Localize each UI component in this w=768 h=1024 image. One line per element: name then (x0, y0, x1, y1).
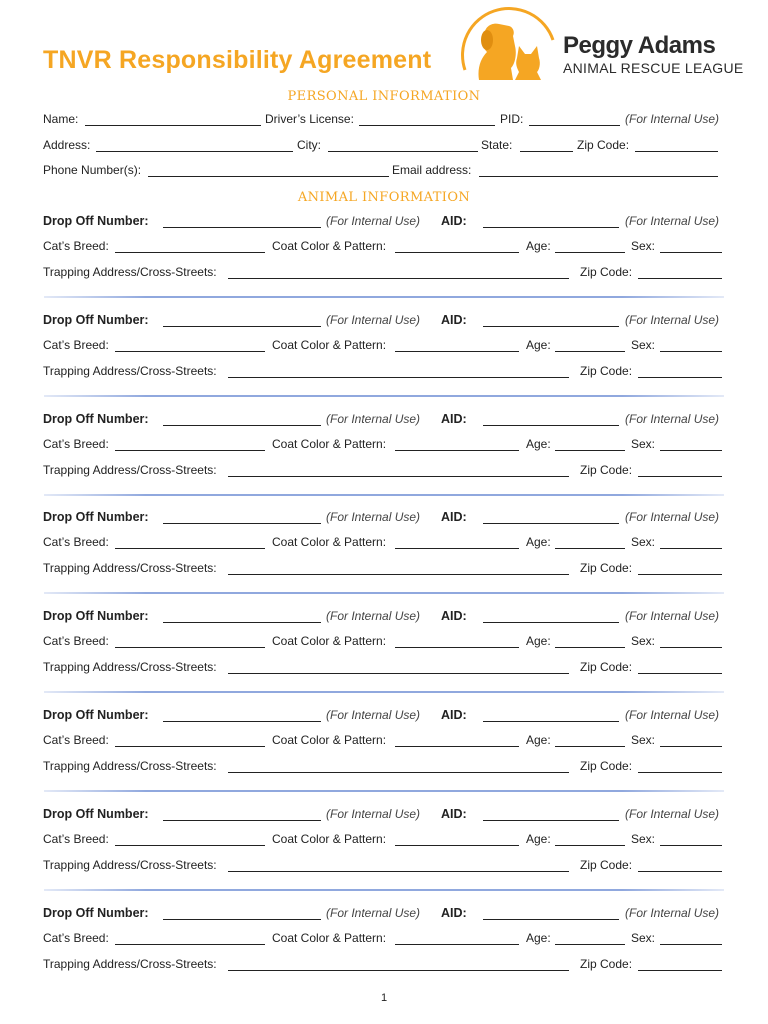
animal-zip-label: Zip Code: (580, 759, 633, 773)
drop-off-internal-note: (For Internal Use) (326, 807, 421, 821)
age-field[interactable] (555, 548, 625, 549)
block-divider (44, 790, 724, 792)
drop-off-field[interactable] (163, 919, 321, 920)
animal-row-trapping (43, 759, 725, 775)
age-label: Age: (526, 931, 551, 945)
email-field[interactable] (479, 176, 718, 177)
trapping-label: Trapping Address/Cross-Streets: (43, 364, 217, 378)
aid-field[interactable] (483, 820, 619, 821)
state-field[interactable] (520, 151, 573, 152)
animal-row-trapping (43, 957, 725, 973)
animal-row-trapping (43, 463, 725, 479)
drop-off-internal-note: (For Internal Use) (326, 510, 421, 524)
breed-label: Cat’s Breed: (43, 239, 109, 253)
drop-off-field[interactable] (163, 425, 321, 426)
breed-label: Cat’s Breed: (43, 634, 109, 648)
zip-label: Zip Code: (577, 138, 630, 152)
drop-off-internal-note: (For Internal Use) (326, 609, 421, 623)
city-label: City: (297, 138, 321, 152)
breed-field[interactable] (115, 351, 265, 352)
aid-field[interactable] (483, 721, 619, 722)
trapping-field[interactable] (228, 476, 569, 477)
drop-off-field[interactable] (163, 227, 321, 228)
coat-field[interactable] (395, 450, 519, 451)
animal-zip-label: Zip Code: (580, 561, 633, 575)
trapping-field[interactable] (228, 970, 569, 971)
city-field[interactable] (328, 151, 478, 152)
section-animal-heading: ANIMAL INFORMATION (297, 190, 471, 205)
animal-zip-label: Zip Code: (580, 660, 633, 674)
age-field[interactable] (555, 647, 625, 648)
breed-label: Cat’s Breed: (43, 733, 109, 747)
coat-field[interactable] (395, 351, 519, 352)
personal-row-3 (43, 163, 725, 179)
breed-field[interactable] (115, 647, 265, 648)
animal-zip-label: Zip Code: (580, 364, 633, 378)
sex-label: Sex: (631, 733, 656, 747)
address-field[interactable] (96, 151, 293, 152)
aid-internal-note: (For Internal Use) (625, 807, 720, 821)
coat-label: Coat Color & Pattern: (272, 437, 387, 451)
state-label: State: (481, 138, 513, 152)
drop-off-label: Drop Off Number: (43, 807, 149, 821)
trapping-label: Trapping Address/Cross-Streets: (43, 858, 217, 872)
drop-off-field[interactable] (163, 721, 321, 722)
sex-field[interactable] (660, 252, 722, 253)
coat-field[interactable] (395, 944, 519, 945)
cat-icon (515, 46, 541, 80)
animal-row-trapping (43, 265, 725, 281)
coat-label: Coat Color & Pattern: (272, 832, 387, 846)
breed-label: Cat’s Breed: (43, 931, 109, 945)
age-label: Age: (526, 437, 551, 451)
aid-internal-note: (For Internal Use) (625, 214, 720, 228)
trapping-label: Trapping Address/Cross-Streets: (43, 660, 217, 674)
age-label: Age: (526, 832, 551, 846)
coat-field[interactable] (395, 746, 519, 747)
coat-label: Coat Color & Pattern: (272, 634, 387, 648)
animal-row-trapping (43, 858, 725, 874)
sex-field[interactable] (660, 647, 722, 648)
drop-off-label: Drop Off Number: (43, 412, 149, 426)
drop-off-label: Drop Off Number: (43, 708, 149, 722)
animal-zip-label: Zip Code: (580, 957, 633, 971)
page-title: TNVR Responsibility Agreement (43, 46, 432, 74)
animal-row-breed (43, 239, 725, 255)
breed-field[interactable] (115, 548, 265, 549)
animal-row-trapping (43, 561, 725, 577)
trapping-field[interactable] (228, 278, 569, 279)
animal-zip-field[interactable] (638, 377, 722, 378)
age-field[interactable] (555, 252, 625, 253)
aid-label: AID: (441, 708, 467, 722)
breed-field[interactable] (115, 746, 265, 747)
sex-label: Sex: (631, 437, 656, 451)
dog-icon (478, 24, 515, 80)
drop-off-field[interactable] (163, 820, 321, 821)
coat-label: Coat Color & Pattern: (272, 733, 387, 747)
aid-internal-note: (For Internal Use) (625, 906, 720, 920)
animal-zip-field[interactable] (638, 673, 722, 674)
trapping-field[interactable] (228, 377, 569, 378)
drop-off-internal-note: (For Internal Use) (326, 906, 421, 920)
animal-zip-label: Zip Code: (580, 858, 633, 872)
aid-field[interactable] (483, 919, 619, 920)
animal-row-dropoff (43, 609, 725, 625)
personal-row-1 (43, 112, 725, 128)
aid-label: AID: (441, 510, 467, 524)
breed-label: Cat’s Breed: (43, 832, 109, 846)
age-field[interactable] (555, 845, 625, 846)
block-divider (44, 296, 724, 298)
aid-field[interactable] (483, 425, 619, 426)
logo (457, 6, 744, 90)
aid-internal-note: (For Internal Use) (625, 708, 720, 722)
sex-field[interactable] (660, 944, 722, 945)
sex-field[interactable] (660, 351, 722, 352)
breed-label: Cat’s Breed: (43, 535, 109, 549)
drivers-license-label: Driver’s License: (265, 112, 354, 126)
drop-off-label: Drop Off Number: (43, 214, 149, 228)
animal-row-breed (43, 832, 725, 848)
pid-internal-note: (For Internal Use) (625, 112, 720, 126)
animal-row-breed (43, 634, 725, 650)
animal-row-dropoff (43, 906, 725, 922)
coat-label: Coat Color & Pattern: (272, 535, 387, 549)
drop-off-internal-note: (For Internal Use) (326, 313, 421, 327)
aid-label: AID: (441, 313, 467, 327)
age-field[interactable] (555, 351, 625, 352)
name-field[interactable] (85, 125, 261, 126)
aid-internal-note: (For Internal Use) (625, 510, 720, 524)
sex-label: Sex: (631, 239, 656, 253)
aid-field[interactable] (483, 622, 619, 623)
sex-label: Sex: (631, 832, 656, 846)
sex-label: Sex: (631, 931, 656, 945)
drop-off-field[interactable] (163, 523, 321, 524)
trapping-label: Trapping Address/Cross-Streets: (43, 957, 217, 971)
animal-row-breed (43, 338, 725, 354)
animal-zip-label: Zip Code: (580, 265, 633, 279)
block-divider (44, 592, 724, 594)
animal-zip-label: Zip Code: (580, 463, 633, 477)
phone-label: Phone Number(s): (43, 163, 142, 177)
animal-row-dropoff (43, 807, 725, 823)
pid-field[interactable] (529, 125, 620, 126)
drop-off-label: Drop Off Number: (43, 313, 149, 327)
aid-field[interactable] (483, 227, 619, 228)
age-label: Age: (526, 733, 551, 747)
name-label: Name: (43, 112, 79, 126)
breed-field[interactable] (115, 845, 265, 846)
animal-row-dropoff (43, 313, 725, 329)
trapping-field[interactable] (228, 772, 569, 773)
coat-label: Coat Color & Pattern: (272, 931, 387, 945)
trapping-label: Trapping Address/Cross-Streets: (43, 463, 217, 477)
animal-row-dropoff (43, 214, 725, 230)
logo-name: Peggy Adams (563, 32, 716, 59)
animal-row-breed (43, 931, 725, 947)
personal-row-2 (43, 138, 725, 154)
animal-zip-field[interactable] (638, 278, 722, 279)
animal-row-breed (43, 733, 725, 749)
drop-off-label: Drop Off Number: (43, 906, 149, 920)
coat-label: Coat Color & Pattern: (272, 338, 387, 352)
coat-field[interactable] (395, 845, 519, 846)
block-divider (44, 395, 724, 397)
animal-zip-field[interactable] (638, 476, 722, 477)
trapping-label: Trapping Address/Cross-Streets: (43, 265, 217, 279)
sex-label: Sex: (631, 338, 656, 352)
age-label: Age: (526, 535, 551, 549)
coat-field[interactable] (395, 548, 519, 549)
block-divider (44, 691, 724, 693)
drop-off-internal-note: (For Internal Use) (326, 214, 421, 228)
animal-zip-field[interactable] (638, 970, 722, 971)
sex-field[interactable] (660, 845, 722, 846)
coat-field[interactable] (395, 647, 519, 648)
logo-mark (457, 6, 567, 90)
animal-row-breed (43, 437, 725, 453)
age-field[interactable] (555, 944, 625, 945)
trapping-field[interactable] (228, 574, 569, 575)
aid-label: AID: (441, 807, 467, 821)
logo-subtitle: ANIMAL RESCUE LEAGUE (563, 60, 744, 76)
animal-row-dropoff (43, 412, 725, 428)
pid-label: PID: (500, 112, 524, 126)
drop-off-internal-note: (For Internal Use) (326, 708, 421, 722)
age-field[interactable] (555, 746, 625, 747)
trapping-label: Trapping Address/Cross-Streets: (43, 759, 217, 773)
drop-off-label: Drop Off Number: (43, 609, 149, 623)
aid-field[interactable] (483, 326, 619, 327)
animal-row-trapping (43, 364, 725, 380)
aid-internal-note: (For Internal Use) (625, 609, 720, 623)
animal-zip-field[interactable] (638, 574, 722, 575)
coat-label: Coat Color & Pattern: (272, 239, 387, 253)
sex-label: Sex: (631, 535, 656, 549)
aid-label: AID: (441, 412, 467, 426)
age-label: Age: (526, 634, 551, 648)
breed-field[interactable] (115, 450, 265, 451)
aid-internal-note: (For Internal Use) (625, 412, 720, 426)
drop-off-field[interactable] (163, 326, 321, 327)
email-label: Email address: (392, 163, 472, 177)
sex-field[interactable] (660, 746, 722, 747)
aid-label: AID: (441, 906, 467, 920)
section-personal-heading: PERSONAL INFORMATION (287, 89, 481, 104)
aid-field[interactable] (483, 523, 619, 524)
breed-label: Cat’s Breed: (43, 338, 109, 352)
aid-internal-note: (For Internal Use) (625, 313, 720, 327)
address-label: Address: (43, 138, 91, 152)
animal-row-dropoff (43, 510, 725, 526)
breed-field[interactable] (115, 944, 265, 945)
animal-zip-field[interactable] (638, 772, 722, 773)
trapping-label: Trapping Address/Cross-Streets: (43, 561, 217, 575)
breed-label: Cat’s Breed: (43, 437, 109, 451)
drop-off-internal-note: (For Internal Use) (326, 412, 421, 426)
coat-field[interactable] (395, 252, 519, 253)
drop-off-field[interactable] (163, 622, 321, 623)
animal-zip-field[interactable] (638, 871, 722, 872)
age-label: Age: (526, 338, 551, 352)
animal-row-trapping (43, 660, 725, 676)
aid-label: AID: (441, 214, 467, 228)
sex-field[interactable] (660, 450, 722, 451)
age-label: Age: (526, 239, 551, 253)
trapping-field[interactable] (228, 673, 569, 674)
age-field[interactable] (555, 450, 625, 451)
breed-field[interactable] (115, 252, 265, 253)
block-divider (44, 494, 724, 496)
sex-label: Sex: (631, 634, 656, 648)
sex-field[interactable] (660, 548, 722, 549)
page-number: 1 (380, 992, 388, 1004)
aid-label: AID: (441, 609, 467, 623)
drop-off-label: Drop Off Number: (43, 510, 149, 524)
animal-row-breed (43, 535, 725, 551)
phone-field[interactable] (148, 176, 389, 177)
drivers-license-field[interactable] (359, 125, 495, 126)
block-divider (44, 889, 724, 891)
trapping-field[interactable] (228, 871, 569, 872)
zip-field[interactable] (635, 151, 718, 152)
animal-row-dropoff (43, 708, 725, 724)
